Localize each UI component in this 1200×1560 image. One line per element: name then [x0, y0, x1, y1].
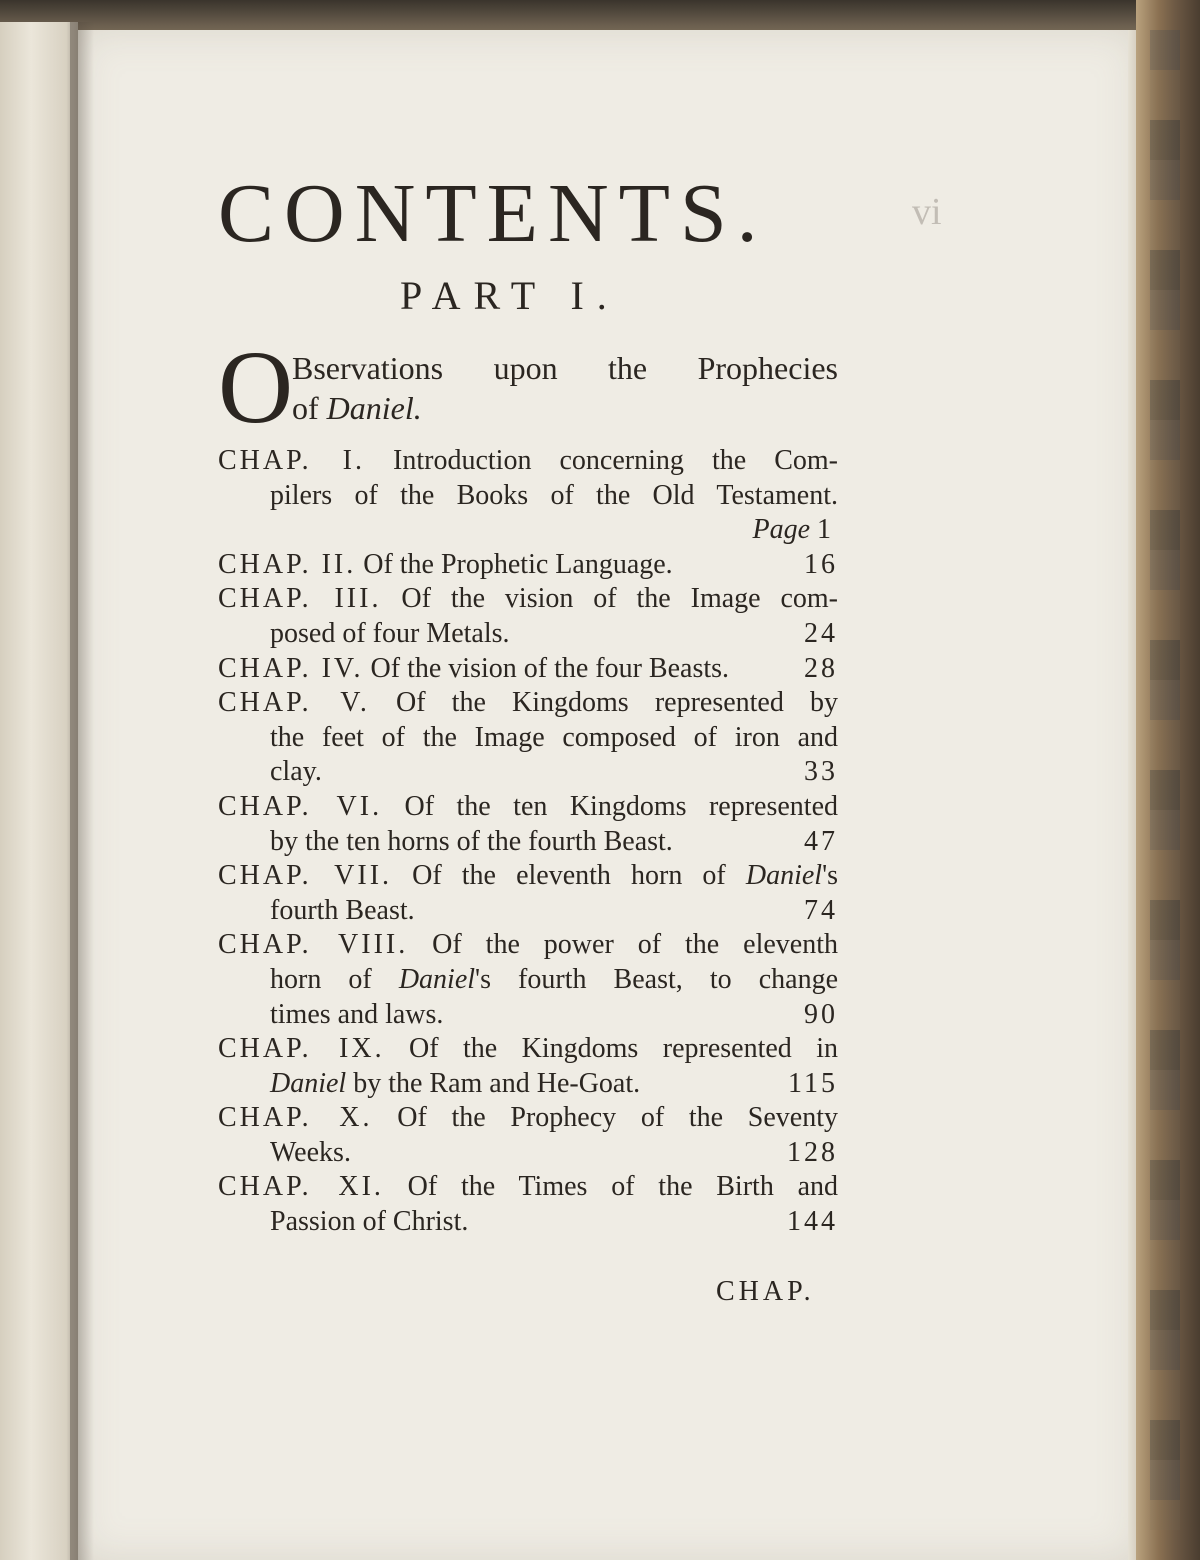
- toc-line-text: [270, 480, 838, 511]
- name-italic: Daniel: [745, 860, 823, 892]
- toc-line: [218, 928, 838, 963]
- toc-line: [218, 755, 838, 790]
- toc-line-text: [218, 652, 729, 687]
- toc-page-line: [218, 513, 838, 548]
- chapter-title-text: Passion of Christ.: [270, 1206, 469, 1238]
- toc-line: [218, 1205, 838, 1240]
- catchword: CHAP.: [716, 1276, 815, 1307]
- toc-entry: [218, 790, 838, 859]
- toc-line: [218, 790, 838, 825]
- toc-line-text: [218, 445, 838, 476]
- part-heading: PART I.: [400, 273, 620, 318]
- toc-line-text: [270, 998, 443, 1033]
- toc-line: [218, 825, 838, 860]
- toc-line: [218, 582, 838, 617]
- toc-line: [218, 652, 838, 687]
- toc-line-text: [270, 722, 838, 753]
- page-number: 16: [804, 548, 838, 580]
- chapter-title-text: fourth Beast.: [270, 894, 415, 926]
- chapter-title-text: Of the Times of the Birth and: [407, 1171, 839, 1203]
- toc-line: [218, 686, 838, 721]
- chapter-label: CHAP. II.: [218, 548, 357, 580]
- toc-line: [218, 998, 838, 1033]
- toc-entry: [218, 652, 838, 687]
- toc-entry: [218, 548, 838, 583]
- toc-line-text: [218, 791, 838, 822]
- chapter-title-text: Of the Prophetic Language.: [363, 548, 673, 580]
- page-number: 115: [788, 1067, 838, 1099]
- chapter-label: CHAP. V.: [218, 687, 370, 719]
- chapter-label: CHAP. IX.: [218, 1033, 385, 1065]
- toc-entry: [218, 444, 838, 548]
- page-title: CONTENTS.: [218, 167, 768, 260]
- toc-line: [218, 479, 838, 514]
- intro-line-2: [292, 388, 422, 428]
- chapter-title-text: Of the Kingdoms represented by: [395, 687, 838, 719]
- chapter-title-text: Of the vision of the Image com-: [401, 583, 839, 615]
- chapter-title-text: Of the Prophecy of the Seventy: [397, 1102, 839, 1134]
- page-label: Page: [752, 514, 810, 546]
- chapter-title-text: Introduction concerning the Com-: [393, 445, 838, 476]
- chapter-title-text: horn of Daniel's fourth Beast, to change: [270, 963, 838, 995]
- chapter-label: CHAP. VII.: [218, 860, 393, 892]
- page-number: 28: [804, 652, 838, 684]
- toc-line: [218, 1170, 838, 1205]
- toc-line-text: [270, 964, 838, 995]
- page-number: 24: [804, 617, 838, 649]
- chapter-label: CHAP. VIII.: [218, 929, 409, 961]
- toc-entry: [218, 1032, 838, 1101]
- toc-line-text: [218, 583, 838, 614]
- toc-line-text: [218, 687, 838, 718]
- toc-entry: [218, 859, 838, 928]
- chapter-title-text: Of the eleventh horn of Daniel's: [412, 860, 839, 892]
- toc-entry: [218, 686, 838, 790]
- chapter-title-text: the feet of the Image composed of iron and: [270, 721, 838, 753]
- chapter-title-text: Of the ten Kingdoms represented: [404, 790, 839, 822]
- toc-line: [218, 963, 838, 998]
- toc-entry: [218, 1170, 838, 1239]
- toc-line: [218, 859, 838, 894]
- toc-line-text: [218, 548, 673, 583]
- toc-entry: [218, 928, 838, 1032]
- page-number: 1: [817, 514, 834, 546]
- chapter-title-text: Daniel by the Ram and He-Goat.: [270, 1067, 641, 1099]
- toc-line-text: [218, 1033, 838, 1064]
- chapter-label: CHAP. IV.: [218, 652, 364, 684]
- toc-line: [218, 1032, 838, 1067]
- toc-line-text: [270, 1205, 468, 1240]
- toc-line-text: [270, 1136, 351, 1171]
- toc-line-text: [218, 860, 838, 891]
- chapter-title-text: Of the vision of the four Beasts.: [370, 652, 730, 684]
- toc-line: [218, 1136, 838, 1171]
- chapter-title-text: Of the power of the eleventh: [432, 929, 838, 961]
- intro-line-2-name: Daniel.: [326, 390, 422, 426]
- name-italic: Daniel: [270, 1067, 347, 1099]
- toc-line-text: [218, 929, 838, 960]
- toc-line-text: [270, 755, 322, 790]
- chapter-title-text: Weeks.: [270, 1136, 351, 1168]
- toc-line-text: [270, 617, 510, 652]
- name-italic: Daniel: [398, 963, 476, 995]
- chapter-title-text: clay.: [270, 756, 322, 788]
- toc-line: [218, 548, 838, 583]
- toc-entry: [218, 582, 838, 651]
- chapter-title-text: times and laws.: [270, 998, 444, 1030]
- toc-line-text: [218, 1102, 838, 1133]
- page-number: 144: [787, 1206, 838, 1238]
- toc-line-text: [270, 894, 415, 929]
- toc-line: [218, 721, 838, 756]
- chapter-title-text: posed of four Metals.: [270, 617, 510, 649]
- toc-entry: [218, 1101, 838, 1170]
- toc-line: [218, 617, 838, 652]
- chapter-label: CHAP. X.: [218, 1102, 373, 1134]
- chapter-label: CHAP. VI.: [218, 790, 383, 822]
- page-number: 90: [804, 998, 838, 1030]
- page-number: 74: [804, 894, 838, 926]
- intro-line-2-prefix: of: [292, 390, 327, 426]
- drop-cap: O: [218, 330, 294, 445]
- toc-line: [218, 1067, 838, 1102]
- page-number: 33: [804, 756, 838, 788]
- toc-line-text: [270, 1067, 640, 1102]
- page-number: 128: [787, 1136, 838, 1168]
- toc-line-text: [218, 1171, 838, 1202]
- chapter-label: CHAP. I.: [218, 445, 365, 476]
- showthrough-folio: vi: [912, 191, 942, 233]
- chapter-title-text: pilers of the Books of the Old Testament.: [270, 479, 838, 511]
- chapter-title-text: by the ten horns of the fourth Beast.: [270, 825, 673, 857]
- toc-line-text: [270, 825, 673, 860]
- toc-line: [218, 444, 838, 479]
- toc-line: [218, 894, 838, 929]
- toc-line: [218, 1101, 838, 1136]
- chapter-title-text: Of the Kingdoms represented in: [409, 1033, 838, 1065]
- intro-line-1: Bservations upon the Prophecies: [292, 350, 838, 386]
- chapter-label: CHAP. III.: [218, 583, 382, 615]
- page-number: 47: [804, 825, 838, 857]
- table-of-contents: [218, 444, 838, 1240]
- chapter-label: CHAP. XI.: [218, 1171, 384, 1203]
